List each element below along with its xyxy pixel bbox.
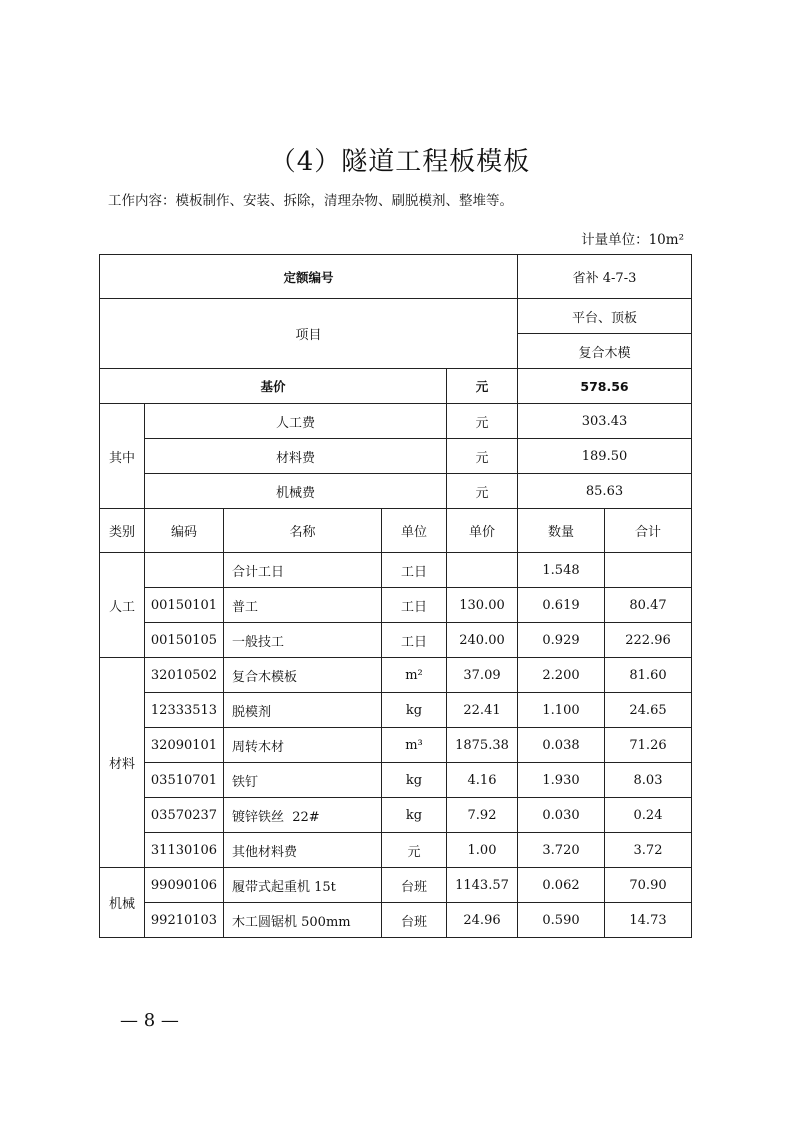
material-cost-unit: 元 [447, 439, 518, 474]
labor-cost-value: 303.43 [518, 404, 692, 439]
item-label: 项目 [100, 299, 518, 369]
row-price: 22.41 [447, 693, 518, 728]
material-cost-row [100, 439, 692, 474]
work-content: 工作内容：模板制作、安装、拆除，清理杂物、刷脱模剂、整堆等。 [108, 193, 513, 209]
row-price: 37.09 [447, 658, 518, 693]
table-row [100, 693, 692, 728]
row-price: 1143.57 [447, 868, 518, 903]
row-total: 14.73 [605, 903, 692, 938]
row-unit: kg [382, 693, 447, 728]
row-code: 99090106 [145, 868, 224, 903]
header-price: 单价 [447, 509, 518, 553]
quota-code-label: 定额编号 [100, 255, 518, 299]
row-total: 70.90 [605, 868, 692, 903]
row-unit: 元 [382, 833, 447, 868]
table-row [100, 763, 692, 798]
base-price-unit: 元 [447, 369, 518, 404]
category-labor: 人工 [100, 553, 145, 658]
row-total: 8.03 [605, 763, 692, 798]
row-total: 81.60 [605, 658, 692, 693]
labor-cost-row [100, 404, 692, 439]
table-row [100, 833, 692, 868]
row-name: 复合木模板 [224, 658, 382, 693]
machine-cost-value: 85.63 [518, 474, 692, 509]
page-title: （4）隧道工程板模板 [269, 147, 531, 177]
row-name: 脱模剂 [224, 693, 382, 728]
row-unit: kg [382, 798, 447, 833]
row-unit: 台班 [382, 903, 447, 938]
row-qty: 2.200 [518, 658, 605, 693]
item-sub2: 复合木模 [518, 334, 692, 369]
row-price: 7.92 [447, 798, 518, 833]
header-code: 编码 [145, 509, 224, 553]
row-qty: 0.062 [518, 868, 605, 903]
table-row [100, 868, 692, 903]
row-qty: 0.030 [518, 798, 605, 833]
row-unit: m³ [382, 728, 447, 763]
row-qty: 1.548 [518, 553, 605, 588]
row-total: 71.26 [605, 728, 692, 763]
quota-table [99, 254, 692, 938]
row-unit: kg [382, 763, 447, 798]
row-name: 合计工日 [224, 553, 382, 588]
row-price: 240.00 [447, 623, 518, 658]
row-qty: 0.590 [518, 903, 605, 938]
table-row [100, 553, 692, 588]
item-row [100, 299, 692, 334]
machine-cost-row [100, 474, 692, 509]
row-code: 00150105 [145, 623, 224, 658]
table-row [100, 623, 692, 658]
row-price: 4.16 [447, 763, 518, 798]
row-name: 普工 [224, 588, 382, 623]
row-total: 0.24 [605, 798, 692, 833]
row-price: 130.00 [447, 588, 518, 623]
header-unit: 单位 [382, 509, 447, 553]
row-qty: 3.720 [518, 833, 605, 868]
row-code: 03510701 [145, 763, 224, 798]
machine-cost-label: 机械费 [145, 474, 447, 509]
row-total: 24.65 [605, 693, 692, 728]
row-qty: 1.930 [518, 763, 605, 798]
item-sub1: 平台、顶板 [518, 299, 692, 334]
quota-code: 省补 4-7-3 [518, 255, 692, 299]
base-price-value: 578.56 [518, 369, 692, 404]
row-price: 1.00 [447, 833, 518, 868]
row-unit: 工日 [382, 623, 447, 658]
row-total: 3.72 [605, 833, 692, 868]
among-label: 其中 [100, 404, 145, 509]
row-code: 99210103 [145, 903, 224, 938]
row-code: 03570237 [145, 798, 224, 833]
column-header-row [100, 509, 692, 553]
category-material: 材料 [100, 658, 145, 868]
machine-cost-unit: 元 [447, 474, 518, 509]
category-machine: 机械 [100, 868, 145, 938]
header-name: 名称 [224, 509, 382, 553]
row-code: 32090101 [145, 728, 224, 763]
quota-code-row [100, 255, 692, 299]
row-name: 木工圆锯机 500mm [224, 903, 382, 938]
row-price [447, 553, 518, 588]
row-name: 一般技工 [224, 623, 382, 658]
material-cost-value: 189.50 [518, 439, 692, 474]
row-name: 其他材料费 [224, 833, 382, 868]
row-code [145, 553, 224, 588]
base-price-label: 基价 [100, 369, 447, 404]
row-unit: 工日 [382, 553, 447, 588]
table-row [100, 658, 692, 693]
row-name: 周转木材 [224, 728, 382, 763]
row-qty: 0.929 [518, 623, 605, 658]
row-code: 31130106 [145, 833, 224, 868]
row-name: 履带式起重机 15t [224, 868, 382, 903]
labor-cost-label: 人工费 [145, 404, 447, 439]
row-name: 铁钉 [224, 763, 382, 798]
labor-cost-unit: 元 [447, 404, 518, 439]
row-total: 80.47 [605, 588, 692, 623]
table-row [100, 798, 692, 833]
page-number: — 8 — [120, 1010, 179, 1031]
row-price: 1875.38 [447, 728, 518, 763]
row-code: 32010502 [145, 658, 224, 693]
table-row [100, 588, 692, 623]
row-code: 00150101 [145, 588, 224, 623]
row-total: 222.96 [605, 623, 692, 658]
row-name: 镀锌铁丝 22# [224, 798, 382, 833]
row-price: 24.96 [447, 903, 518, 938]
row-code: 12333513 [145, 693, 224, 728]
table-row [100, 728, 692, 763]
row-unit: m² [382, 658, 447, 693]
row-total [605, 553, 692, 588]
base-price-row [100, 369, 692, 404]
row-qty: 0.619 [518, 588, 605, 623]
table-row [100, 903, 692, 938]
row-unit: 台班 [382, 868, 447, 903]
row-qty: 0.038 [518, 728, 605, 763]
unit-label: 计量单位：10m² [581, 232, 684, 248]
header-qty: 数量 [518, 509, 605, 553]
header-category: 类别 [100, 509, 145, 553]
material-cost-label: 材料费 [145, 439, 447, 474]
row-unit: 工日 [382, 588, 447, 623]
header-total: 合计 [605, 509, 692, 553]
row-qty: 1.100 [518, 693, 605, 728]
